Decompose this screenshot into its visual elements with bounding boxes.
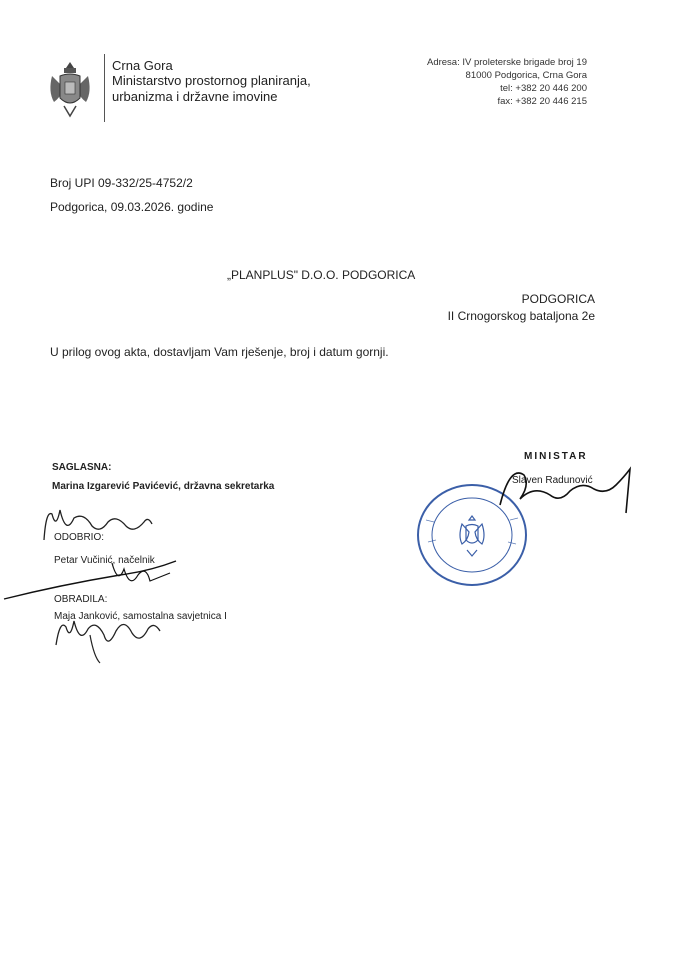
address-line: Adresa: IV proleterske brigade broj 19 [426, 57, 587, 68]
fax-line: fax: +382 20 446 215 [497, 96, 587, 107]
approved-name: Petar Vučinić, načelnik [54, 555, 155, 566]
prepared-label: OBRADILA: [54, 594, 108, 605]
ministry-name-line1: Ministarstvo prostornog planiranja, [112, 73, 311, 88]
recipient-name: „PLANPLUS" D.O.O. PODGORICA [227, 268, 416, 282]
minister-name: Slaven Radunović [512, 475, 593, 486]
prepared-signature [50, 605, 170, 665]
prepared-name: Maja Janković, samostalna savjetnica I [54, 611, 227, 622]
document-date: Podgorica, 09.03.2026. godine [50, 200, 214, 214]
minister-signature [490, 455, 640, 515]
recipient-city: PODGORICA [521, 292, 595, 306]
address-line: 81000 Podgorica, Crna Gora [465, 70, 587, 81]
ministry-name-line2: urbanizma i državne imovine [112, 89, 278, 104]
consent-name: Marina Izgarević Pavićević, državna sekretarka [52, 481, 275, 492]
minister-label: MINISTAR [524, 451, 588, 462]
phone-line: tel: +382 20 446 200 [500, 83, 587, 94]
reference-number: Broj UPI 09-332/25-4752/2 [50, 176, 193, 190]
consent-label: SAGLASNA: [52, 462, 112, 473]
recipient-street: II Crnogorskog bataljona 2e [447, 309, 595, 323]
body-text: U prilog ovog akta, dostavljam Vam rješenje, broj i datum gornji. [50, 345, 389, 359]
header-divider [104, 54, 105, 122]
coat-of-arms-icon [44, 58, 96, 122]
approved-label: ODOBRIO: [54, 532, 105, 543]
country-name: Crna Gora [112, 58, 173, 73]
